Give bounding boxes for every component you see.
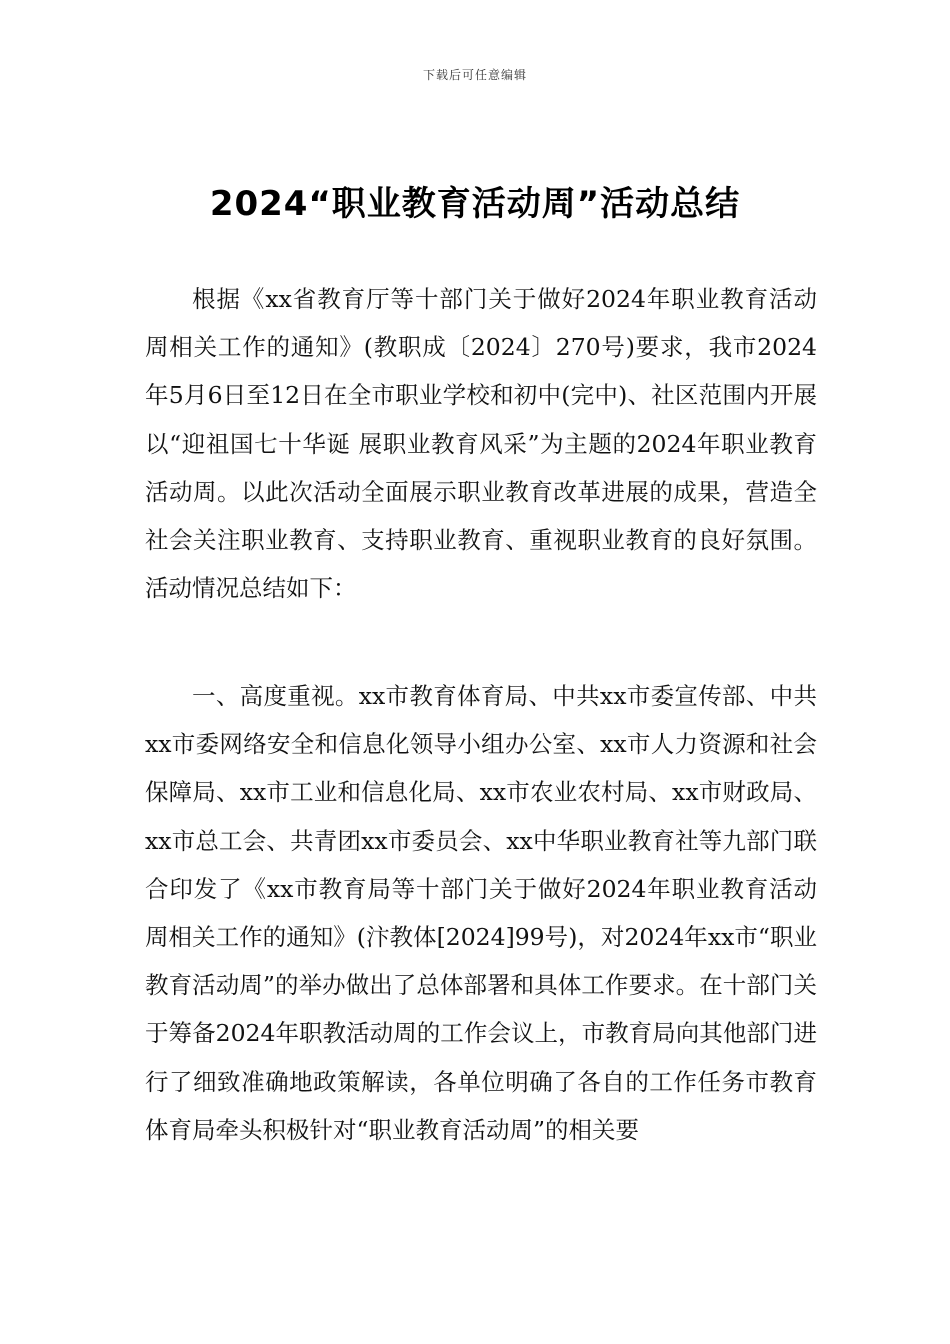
page-header-note: 下载后可任意编辑 — [422, 68, 527, 82]
document-title: 2024“职业教育活动周”活动总结 — [209, 184, 741, 224]
paragraph-section-one: 一、高度重视。xx市教育体育局、中共xx市委宣传部、中共xx市委网络安全和信息化领导小组办公室、xx市人力资源和社会保障局、xx市工业和信息化局、xx市农业农村局、xx市财政局、xx市总工会、共青团xx市委员会、xx中华职业教育社等九部门联合印发了《xx市教育局等十部门关于做好2024年职业教育活动周相关工作的通知》(汴教体[2024]99号)，对2024年xx市“职业教育活动周”的举办做出了总体部署和具体工作要求。在十部门关于筹备2024年职教活动周的工作会议上，市教育局向其他部门进行了细致准确地政策解读，各单位明确了各自的工作任务市教育体育局牵头积极针对“职业教育活动周”的相关要 — [145, 682, 817, 1144]
paragraph-intro: 根据《xx省教育厅等十部门关于做好2024年职业教育活动周相关工作的通知》(教职成〔2024〕270号)要求，我市2024年5月6日至12日在全市职业学校和初中(完中)、社区范围内开展以“迎祖国七十华诞 展职业教育风采”为主题的2024年职业教育活动周。以此次活动全面展示职业教育改革进展的成果，营造全社会关注职业教育、支持职业教育、重视职业教育的良好氛围。活动情况总结如下： — [145, 285, 817, 603]
